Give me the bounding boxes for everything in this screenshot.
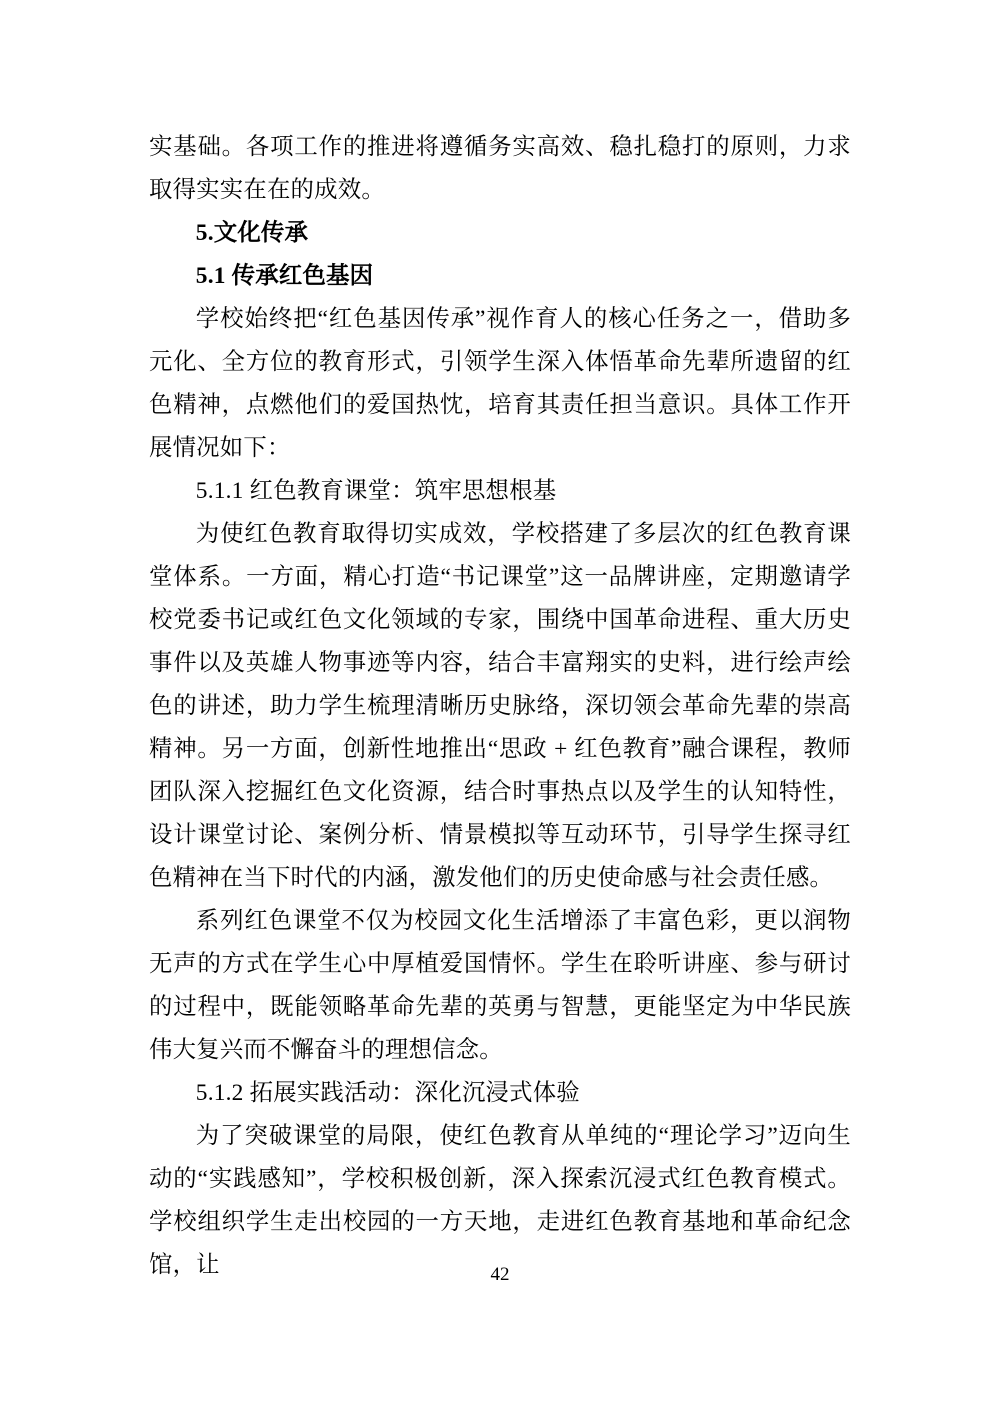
- heading-5-culture-heritage: 5.文化传承: [195, 220, 309, 246]
- page-number: 42: [490, 1264, 510, 1285]
- heading-5-1-red-gene-inheritance: 5.1 传承红色基因: [195, 263, 374, 289]
- paragraph-classroom-building: 为使红色教育取得切实成效，学校搭建了多层次的红色教育课堂体系。一方面，精心打造“书记课堂”这一品牌讲座，定期邀请学校党委书记或红色文化领域的专家，围绕中国革命进程、重大历史事件以及英雄人物事迹等内容，结合丰富翔实的史料，进行绘声绘色的讲述，助力学生梳理清晰历史脉络，深切领会革命先辈的崇高精神。另一方面，创新性地推出“思政 + 红色教育”融合课程，教师团队深入挖掘红色文化资源，结合时事热点以及学生的认知特性，设计课堂讨论、案例分析、情景模拟等互动环节，引导学生探寻红色精神在当下时代的内涵，激发他们的历史使命感与社会责任感。: [149, 521, 851, 891]
- heading-5-1-2-practice-activities: 5.1.2 拓展实践活动：深化沉浸式体验: [195, 1080, 580, 1106]
- page-content: [149, 126, 851, 1287]
- heading-5-1-1-red-education-classroom: 5.1.1 红色教育课堂：筑牢思想根基: [195, 478, 557, 504]
- paragraph-intro: 学校始终把“红色基因传承”视作育人的核心任务之一，借助多元化、全方位的教育形式，引领学生深入体悟革命先辈所遗留的红色精神，点燃他们的爱国热忱，培育其责任担当意识。具体工作开展情况如下：: [149, 306, 851, 461]
- paragraph-continuation: 实基础。各项工作的推进将遵循务实高效、稳扎稳打的原则，力求取得实实在在的成效。: [149, 134, 851, 203]
- paragraph-practice: 为了突破课堂的局限，使红色教育从单纯的“理论学习”迈向生动的“实践感知”，学校积极创新，深入探索沉浸式红色教育模式。学校组织学生走出校园的一方天地，走进红色教育基地和革命纪念馆，让: [149, 1123, 851, 1278]
- paragraph-classroom-impact: 系列红色课堂不仅为校园文化生活增添了丰富色彩，更以润物无声的方式在学生心中厚植爱国情怀。学生在聆听讲座、参与研讨的过程中，既能领略革命先辈的英勇与智慧，更能坚定为中华民族伟大复兴而不懈奋斗的理想信念。: [149, 908, 851, 1063]
